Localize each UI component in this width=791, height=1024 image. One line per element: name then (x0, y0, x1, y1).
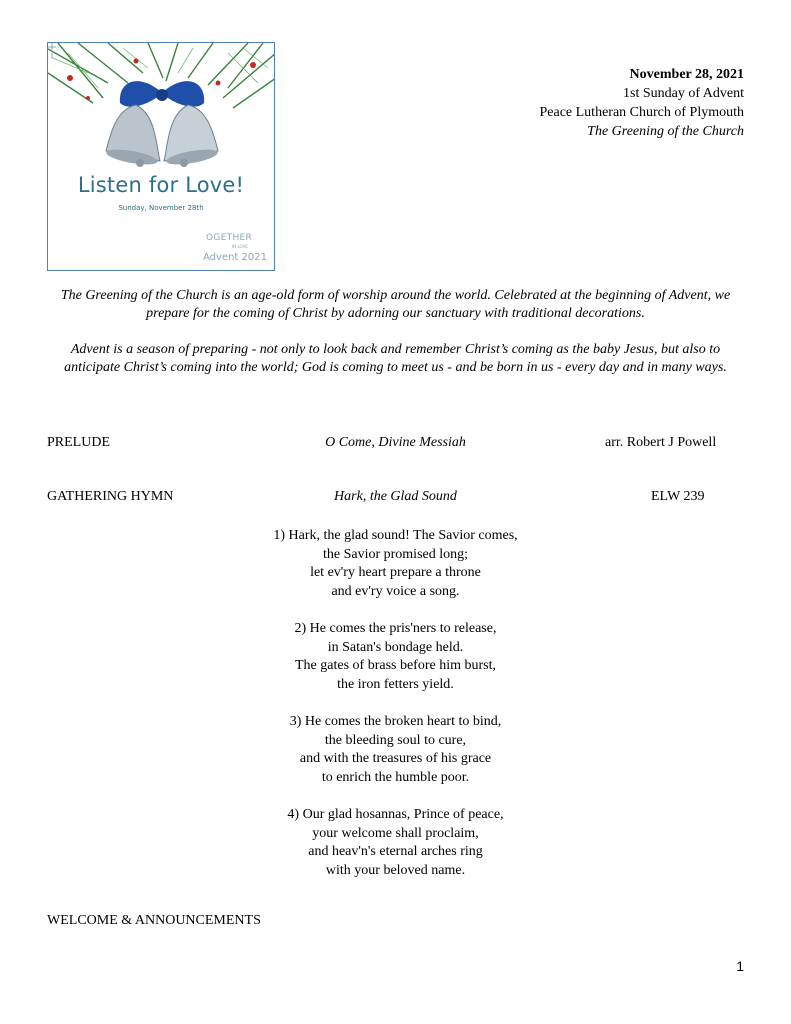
prelude-arranger: arr. Robert J Powell (605, 435, 717, 450)
hymn-stanza (0, 620, 791, 694)
service-theme: The Greening of the Church (587, 124, 744, 139)
hymn-line: 3) He comes the broken heart to bind, (289, 714, 502, 729)
hymn-stanza (0, 713, 791, 787)
hymn-line: and with the treasures of his grace (299, 751, 492, 766)
hymn-stanza (0, 527, 791, 601)
cover-brand-sub: IN LOVE (232, 244, 248, 249)
hymn-line: let ev'ry heart prepare a throne (310, 565, 481, 580)
hymn-line: the bleeding soul to cure, (324, 732, 467, 748)
intro-paragraph: Advent is a season of preparing - not only to look back and remember Christ’s coming as the baby Jesus, but also to anticipate Christ’s coming into the world; God is coming to meet us - and be born in us - every day and in many ways. (64, 342, 727, 375)
hymn-text (0, 527, 791, 899)
gathering-hymn-label: GATHERING HYMN (47, 489, 174, 504)
prelude-title: O Come, Divine Messiah (325, 435, 466, 450)
service-date: November 28, 2021 (629, 67, 744, 82)
church-name: Peace Lutheran Church of Plymouth (539, 105, 744, 120)
prelude-label: PRELUDE (47, 435, 110, 450)
cross-icon (48, 43, 56, 59)
cover-image (47, 42, 275, 271)
welcome-heading: WELCOME & ANNOUNCEMENTS (47, 913, 261, 928)
hymn-stanza (0, 806, 791, 880)
intro-paragraph: The Greening of the Church is an age-old form of worship around the world. Celebrated at the beginning of Advent, we prepare for the coming of Christ by adorning our sanctuary with traditional decorations. (60, 288, 731, 321)
hymn-line: the Savior promised long; (322, 546, 469, 562)
header-info (539, 65, 744, 141)
cover-season: Advent 2021 (203, 252, 267, 263)
gathering-hymn-title: Hark, the Glad Sound (334, 489, 457, 504)
cover-title: Listen for Love! (77, 173, 245, 197)
hymn-line: with your beloved name. (325, 862, 466, 878)
intro-text (47, 287, 744, 395)
hymn-line: 1) Hark, the glad sound! The Savior comes, (273, 528, 518, 543)
hymn-line: to enrich the humble poor. (321, 769, 470, 785)
hymn-line: your welcome shall proclaim, (312, 825, 479, 841)
liturgical-sunday: 1st Sunday of Advent (623, 86, 744, 101)
page-number: 1 (736, 958, 744, 974)
gathering-hymn-row (0, 489, 791, 507)
gathering-hymn-number: ELW 239 (651, 489, 705, 504)
cover-brand: OGETHER (206, 233, 253, 243)
hymn-line: The gates of brass before him burst, (295, 658, 496, 673)
cover-date: Sunday, November 28th (118, 204, 204, 212)
hymn-line: 4) Our glad hosannas, Prince of peace, (287, 807, 504, 822)
hymn-line: and ev'ry voice a song. (331, 583, 460, 599)
hymn-line: 2) He comes the pris'ners to release, (294, 621, 497, 636)
hymn-line: and heav'n's eternal arches ring (308, 844, 483, 859)
hymn-line: the iron fetters yield. (337, 676, 454, 692)
prelude-row (0, 435, 791, 453)
hymn-line: in Satan's bondage held. (327, 639, 464, 655)
